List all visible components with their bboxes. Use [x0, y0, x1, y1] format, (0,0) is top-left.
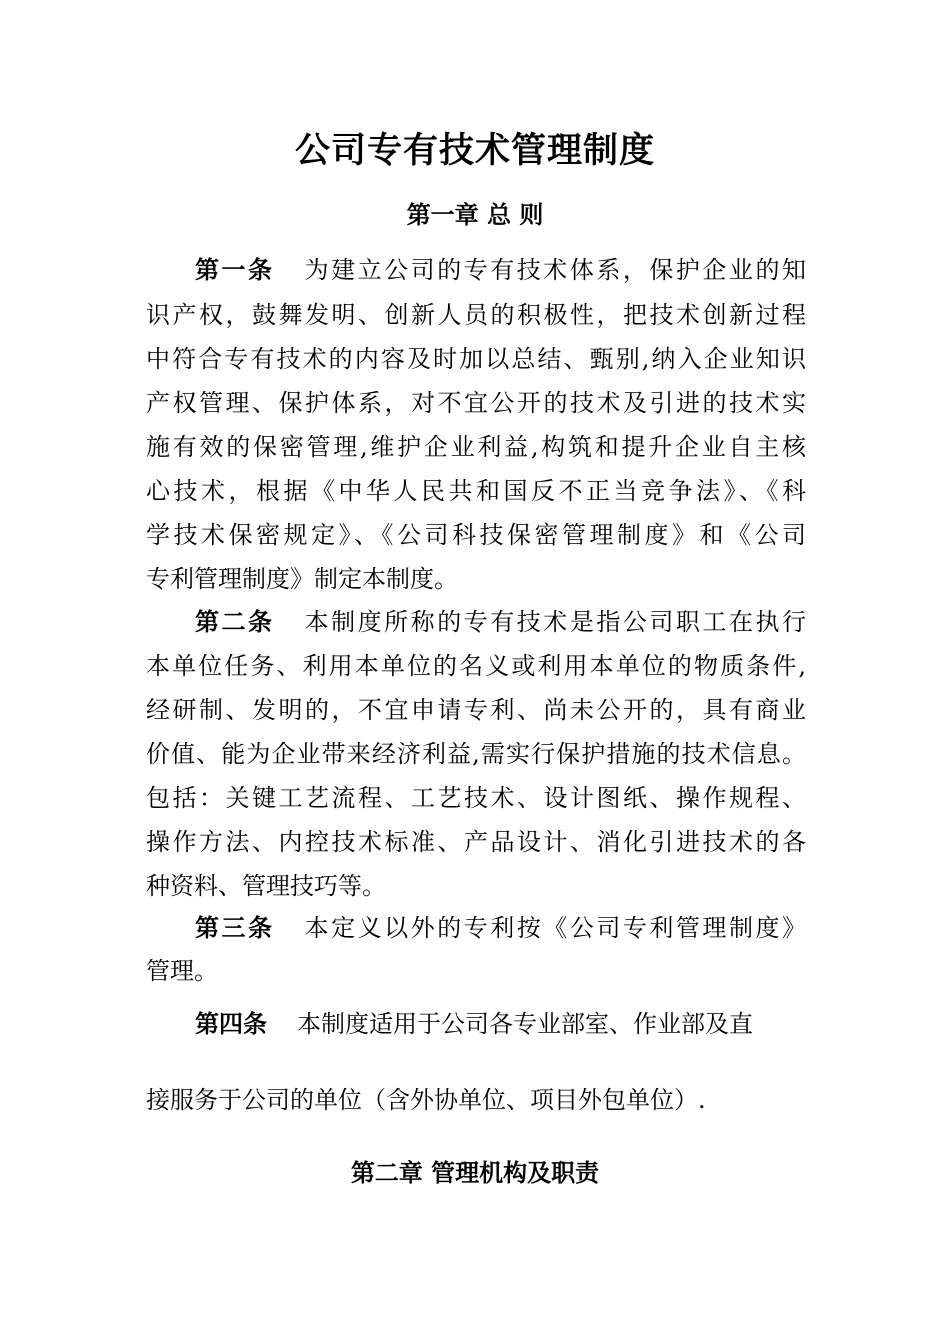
article-1-line-6: 心技术，根据《中华人民共和国反不正当竞争法》、《科 [146, 477, 806, 505]
article-1-line-3: 中符合专有技术的内容及时加以总结、甄别,纳入企业知识 [146, 345, 806, 373]
article-4-label: 第四条 [195, 1010, 267, 1038]
article-3-line-2: 管理。 [146, 957, 218, 985]
article-3-label: 第三条 [195, 914, 275, 942]
article-4-line-2: 接服务于公司的单位（含外协单位、项目外包单位）. [146, 1086, 706, 1114]
article-2-line-6: 操作方法、内控技术标准、产品设计、消化引进技术的各 [146, 828, 806, 856]
article-1-line-7: 学技术保密规定》、《公司科技保密管理制度》和《公司 [146, 521, 806, 549]
article-1-line-2: 识产权，鼓舞发明、创新人员的积极性，把技术创新过程 [146, 301, 806, 329]
article-1-line-8: 专利管理制度》制定本制度。 [146, 565, 458, 593]
article-2-line-4: 价值、能为企业带来经济利益,需实行保护措施的技术信息。 [146, 740, 806, 768]
article-4-text-1: 本制度适用于公司各专业部室、作业部及直 [297, 1010, 753, 1038]
article-4-line-1 [195, 1004, 806, 1044]
article-2-line-2: 本单位任务、利用本单位的名义或利用本单位的物质条件, [146, 652, 806, 680]
article-1-line-1 [195, 250, 806, 290]
article-2-line-7: 种资料、管理技巧等。 [146, 872, 386, 900]
article-2-text-1: 本制度所称的专有技术是指公司职工在执行 [304, 608, 807, 636]
chapter-1-heading: 第一章 总 则 [406, 201, 544, 229]
article-2-line-1 [195, 602, 806, 642]
article-1-line-5: 施有效的保密管理,维护企业利益,构筑和提升企业自主核 [146, 433, 806, 461]
article-2-line-3: 经研制、发明的，不宜申请专利、尚未公开的，具有商业 [146, 696, 806, 724]
chapter-2-heading: 第二章 管理机构及职责 [350, 1159, 600, 1187]
article-2-label: 第二条 [195, 608, 275, 636]
article-3-line-1 [195, 908, 806, 948]
article-3-text-1: 本定义以外的专利按《公司专利管理制度》 [304, 914, 807, 942]
article-1-line-4: 产权管理、保护体系，对不宜公开的技术及引进的技术实 [146, 389, 806, 417]
article-2-line-5: 包括：关键工艺流程、工艺技术、设计图纸、操作规程、 [146, 784, 806, 812]
article-1-text-1: 为建立公司的专有技术体系，保护企业的知 [304, 256, 807, 284]
article-1-label: 第一条 [195, 256, 275, 284]
document-title: 公司专有技术管理制度 [294, 131, 655, 171]
